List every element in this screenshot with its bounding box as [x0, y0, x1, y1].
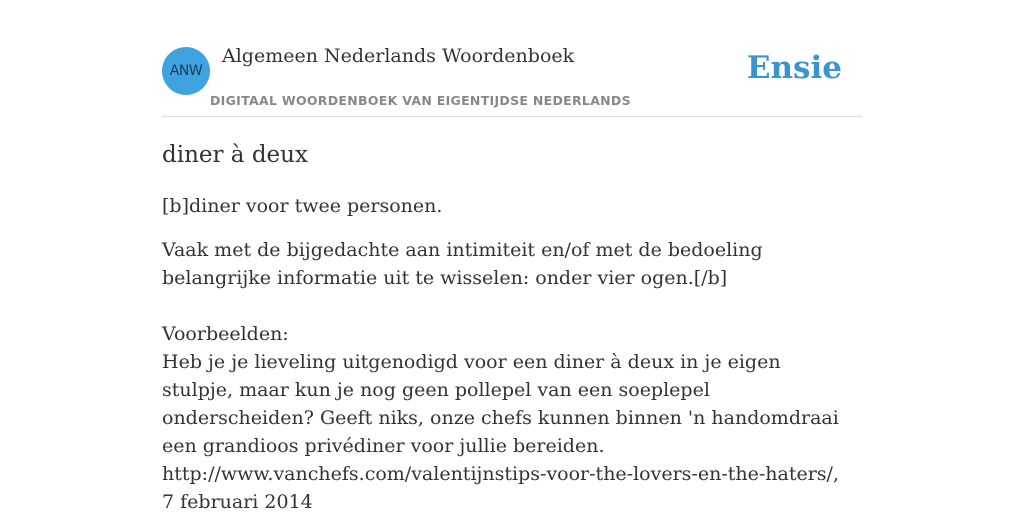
examples-label: Voorbeelden:	[162, 323, 289, 345]
entry-content	[162, 116, 842, 512]
entry-headword: diner à deux	[162, 142, 308, 168]
site-title[interactable]: Algemeen Nederlands Woordenboek	[222, 45, 575, 67]
example-source-link[interactable]: http://www.vanchefs.com/valentijnstips-voor-the-lovers-en-the-haters/, 7 februari 2014	[162, 463, 839, 512]
ensie-brand-logo[interactable]: Ensie	[746, 50, 842, 86]
entry-explanation: Vaak met de bijgedachte aan intimiteit en/of met de bedoeling belangrijke informatie uit te wisselen: onder vier ogen.[/b]	[162, 239, 763, 289]
site-header	[162, 0, 862, 117]
example-text: Heb je je lieveling uitgenodigd voor een diner à deux in je eigen stulpje, maar kun je nog geen pollepel van een soeplepel onderscheiden? Geeft niks, onze chefs kunnen binnen 'n handomdraai een grandioos privédiner voor jullie bereiden.	[162, 351, 839, 457]
anw-logo[interactable]: ANW	[162, 47, 210, 95]
entry-definition: [b]diner voor twee personen.	[162, 195, 443, 217]
site-subtitle: DIGITAAL WOORDENBOEK VAN EIGENTIJDSE NEDERLANDS	[210, 93, 631, 108]
